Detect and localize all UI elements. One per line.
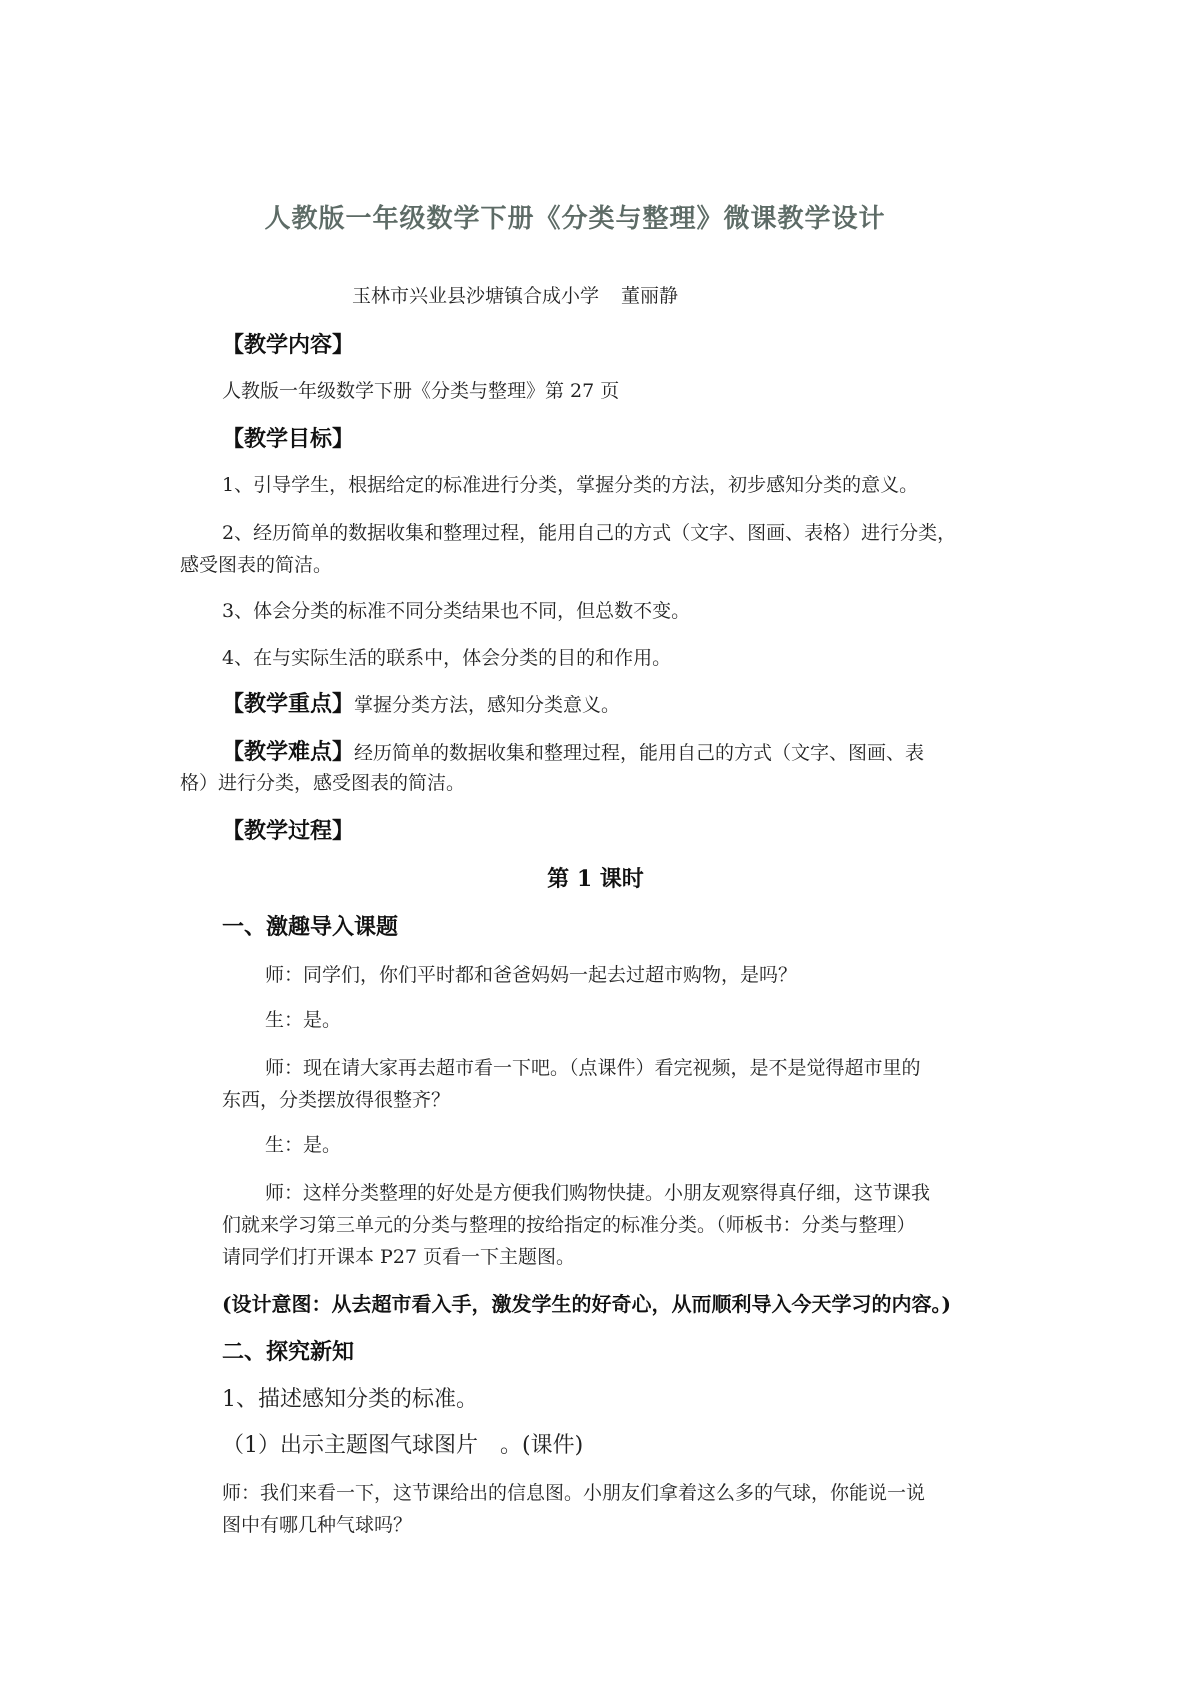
dialog-1: 师：同学们，你们平时都和爸爸妈妈一起去过超市购物，是吗？	[265, 964, 798, 986]
teacher-line-1: 师：我们来看一下，这节课给出的信息图。小朋友们拿着这么多的气球，你能说一说	[222, 1482, 926, 1504]
author-name: 董丽静	[621, 285, 679, 307]
heading-content: 【教学内容】	[222, 332, 355, 358]
step-1: 1、描述感知分类的标准。	[222, 1387, 478, 1412]
goal-2-line-1: 2、经历简单的数据收集和整理过程，能用自己的方式（文字、图画、表格）进行分类，	[222, 522, 957, 544]
lesson-heading: 第 1 课时	[547, 866, 644, 892]
difficulty-text-2: 格）进行分类，感受图表的简洁。	[180, 772, 466, 794]
goal-4: 4、在与实际生活的联系中，体会分类的目的和作用。	[222, 647, 672, 669]
goal-3: 3、体会分类的标准不同分类结果也不同，但总数不变。	[222, 600, 691, 622]
difficulty-text-1: 经历简单的数据收集和整理过程，能用自己的方式（文字、图画、表	[354, 742, 925, 764]
author-line	[352, 281, 678, 308]
part-2-heading: 二、探究新知	[222, 1339, 355, 1365]
dialog-2: 生：是。	[265, 1009, 342, 1031]
page-title: 人教版一年级数学下册《分类与整理》微课教学设计	[264, 204, 886, 234]
key-text: 掌握分类方法，感知分类意义。	[354, 694, 621, 716]
heading-goals: 【教学目标】	[222, 426, 355, 452]
dialog-3-line-2: 东西，分类摆放得很整齐？	[222, 1089, 451, 1111]
dialog-3-line-1: 师：现在请大家再去超市看一下吧。（点课件）看完视频，是不是觉得超市里的	[265, 1057, 921, 1079]
difficulty	[222, 735, 924, 766]
heading-process: 【教学过程】	[222, 818, 355, 844]
teacher-line-2: 图中有哪几种气球吗？	[222, 1514, 413, 1536]
goal-2-line-2: 感受图表的简洁。	[180, 554, 333, 576]
heading-difficulty: 【教学难点】	[222, 739, 355, 765]
dialog-5-line-3: 请同学们打开课本 P27 页看一下主题图。	[222, 1246, 576, 1268]
content-text: 人教版一年级数学下册《分类与整理》第 27 页	[222, 380, 620, 402]
goal-1: 1、引导学生，根据给定的标准进行分类，掌握分类的方法，初步感知分类的意义。	[222, 474, 919, 496]
key-point	[222, 687, 620, 718]
step-1-sub: （1）出示主题图气球图片 。(课件)	[222, 1433, 584, 1458]
dialog-5-line-2: 们就来学习第三单元的分类与整理的按给指定的标准分类。（师板书：分类与整理）	[222, 1214, 916, 1236]
author-school: 玉林市兴业县沙塘镇合成小学	[352, 285, 600, 307]
heading-key: 【教学重点】	[222, 691, 355, 717]
dialog-5-line-1: 师：这样分类整理的好处是方便我们购物快捷。小朋友观察得真仔细，这节课我	[265, 1182, 931, 1204]
part-1-heading: 一、激趣导入课题	[222, 914, 399, 940]
dialog-4: 生：是。	[265, 1134, 342, 1156]
design-intent: (设计意图：从去超市看入手，激发学生的好奇心，从而顺利导入今天学习的内容。)	[222, 1292, 951, 1316]
